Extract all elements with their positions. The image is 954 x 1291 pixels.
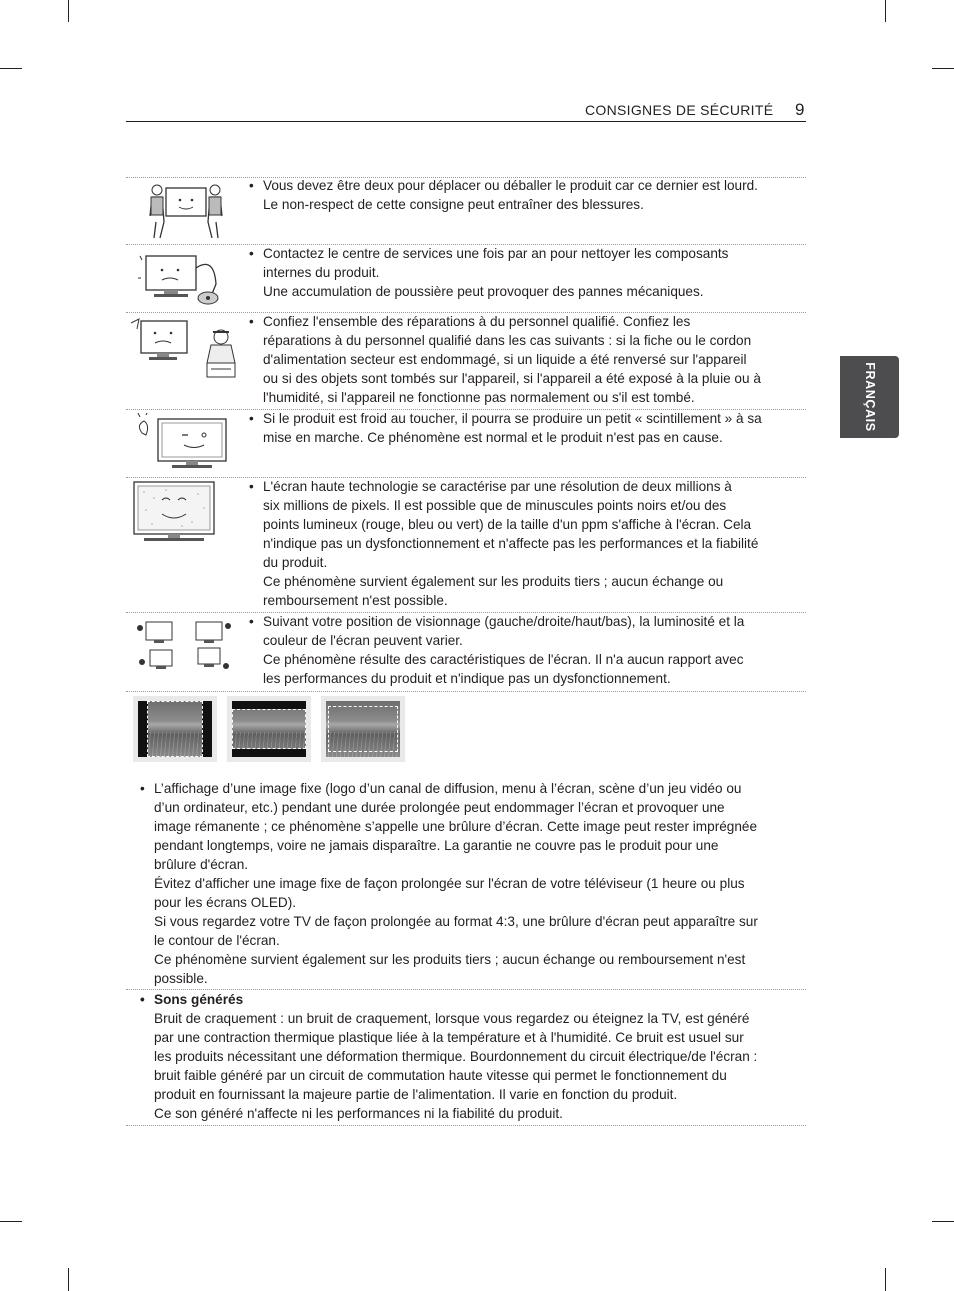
instruction-text: • L'écran haute technologie se caractérise par une résolution de deux millions à six millions de pixels. Il est possible que de minuscules points noirs et/ou des points lumineux (rouge, bleu ou vert) de la taille d'un ppm s'affiche à l'écran. Cela n'indique pas un dysfonctionnement et n'affecte pas les performances et la fiabilité du produit. Ce phénomène survient également sur les produits tiers ; aucun échange ou remboursement n'est possible. [249, 479, 759, 608]
letterbox-thumbnail [227, 696, 311, 762]
tv-pixel-dots-icon [132, 480, 216, 546]
instruction-text: • Vous devez être deux pour déplacer ou déballer le produit car ce dernier est lourd. Le non-respect de cette consigne peut entraîner des blessures. [249, 178, 758, 212]
generated-sounds-text: • Sons générés Bruit de craquement : un bruit de craquement, lorsque vous regardez ou éteignez la TV, est généré par une contraction thermique plastique liée à la température et à l'humidité. Ce bruit est usuel sur les produits nécessitant une déformation thermique. Bourdonnement du circuit électrique/de l'écran : bruit faible généré par un circuit de commutation haute vitesse qui permet le fonctionnement du produit en fournissant la majeure partie de l'alimentation. Il varie en fonction du produit. Ce son généré n'affecte ni les performances ni la fiabilité du produit. [140, 992, 758, 1121]
instruction-text: • Si le produit est froid au toucher, il pourra se produire un petit « scintillement » à sa mise en marche. Ce phénomène est normal et le produit n'est pas en cause. [249, 411, 762, 445]
crop-mark [932, 68, 954, 69]
instruction-text: • Suivant votre position de visionnage (gauche/droite/haut/bas), la luminosité et la couleur de l'écran peuvent varier. Ce phénomène résulte des caractéristiques de l'écran. Il n'a aucun rapport avec les performances du produit et n'indique pas un dysfonctionnement. [249, 614, 745, 686]
aspect-ratio-4-3-thumbnail [133, 696, 217, 762]
tv-repair-technician-icon [127, 315, 243, 381]
crop-mark [885, 1268, 886, 1291]
crop-mark [885, 0, 886, 22]
crop-mark [68, 1268, 69, 1291]
row-divider [126, 691, 806, 692]
two-people-carrying-tv-icon [148, 182, 224, 240]
viewing-angle-tv-icon [136, 618, 232, 674]
screen-burn-text: • L’affichage d’une image fixe (logo d’un canal de diffusion, menu à l’écran, scène d’un jeu vidéo ou d’un ordinateur, etc.) pendant une durée prolongée peut endommager l’écran et provoquer une image rémanente ; ce phénomène s’appelle une brûlure d’écran. Cette image peut rester imprégnée pendant longtemps, voire ne jamais disparaître. La garantie ne couvre pas le produit pour une brûlure d'écran. Évitez d'afficher une image fixe de façon prolongée sur l'écran de votre téléviseur (1 heure ou plus pour les écrans OLED). Si vous regardez votre TV de façon prolongée au format 4:3, une brûlure d'écran peut apparaître sur le contour de l'écran. Ce phénomène survient également sur les produits tiers ; aucun échange ou remboursement n'est possible. [140, 781, 758, 986]
instruction-text: • Contactez le centre de services une fois par an pour nettoyer les composants internes du produit. Une accumulation de poussière peut provoquer des pannes mécaniques. [249, 246, 729, 299]
row-divider [126, 1125, 806, 1126]
crop-mark [0, 68, 22, 69]
instruction-text: • Confiez l'ensemble des réparations à du personnel qualifié. Confiez les réparations à du personnel qualifié dans les cas suivants : si la fiche ou le cordon d'alimentation secteur est endommagé, si un liquide a été renversé sur l'appareil ou si des objets sont tombés sur l'appareil, si l'appareil a été exposé à la pluie ou à l'humidité, si l'appareil ne fonctionne pas normalement ou s'il est tombé. [249, 314, 761, 405]
crop-mark [932, 1221, 954, 1222]
crop-mark [0, 1221, 22, 1222]
header-rule [126, 121, 806, 122]
language-tab: FRANÇAIS [840, 356, 899, 438]
section-title: CONSIGNES DE SÉCURITÉ [585, 102, 774, 118]
sounds-heading: Sons générés [154, 992, 244, 1007]
page-number: 9 [795, 100, 805, 119]
winking-tv-icon [132, 413, 230, 473]
tv-with-vacuum-icon [138, 248, 230, 308]
crop-mark [68, 0, 69, 22]
widescreen-thumbnail [321, 696, 405, 762]
